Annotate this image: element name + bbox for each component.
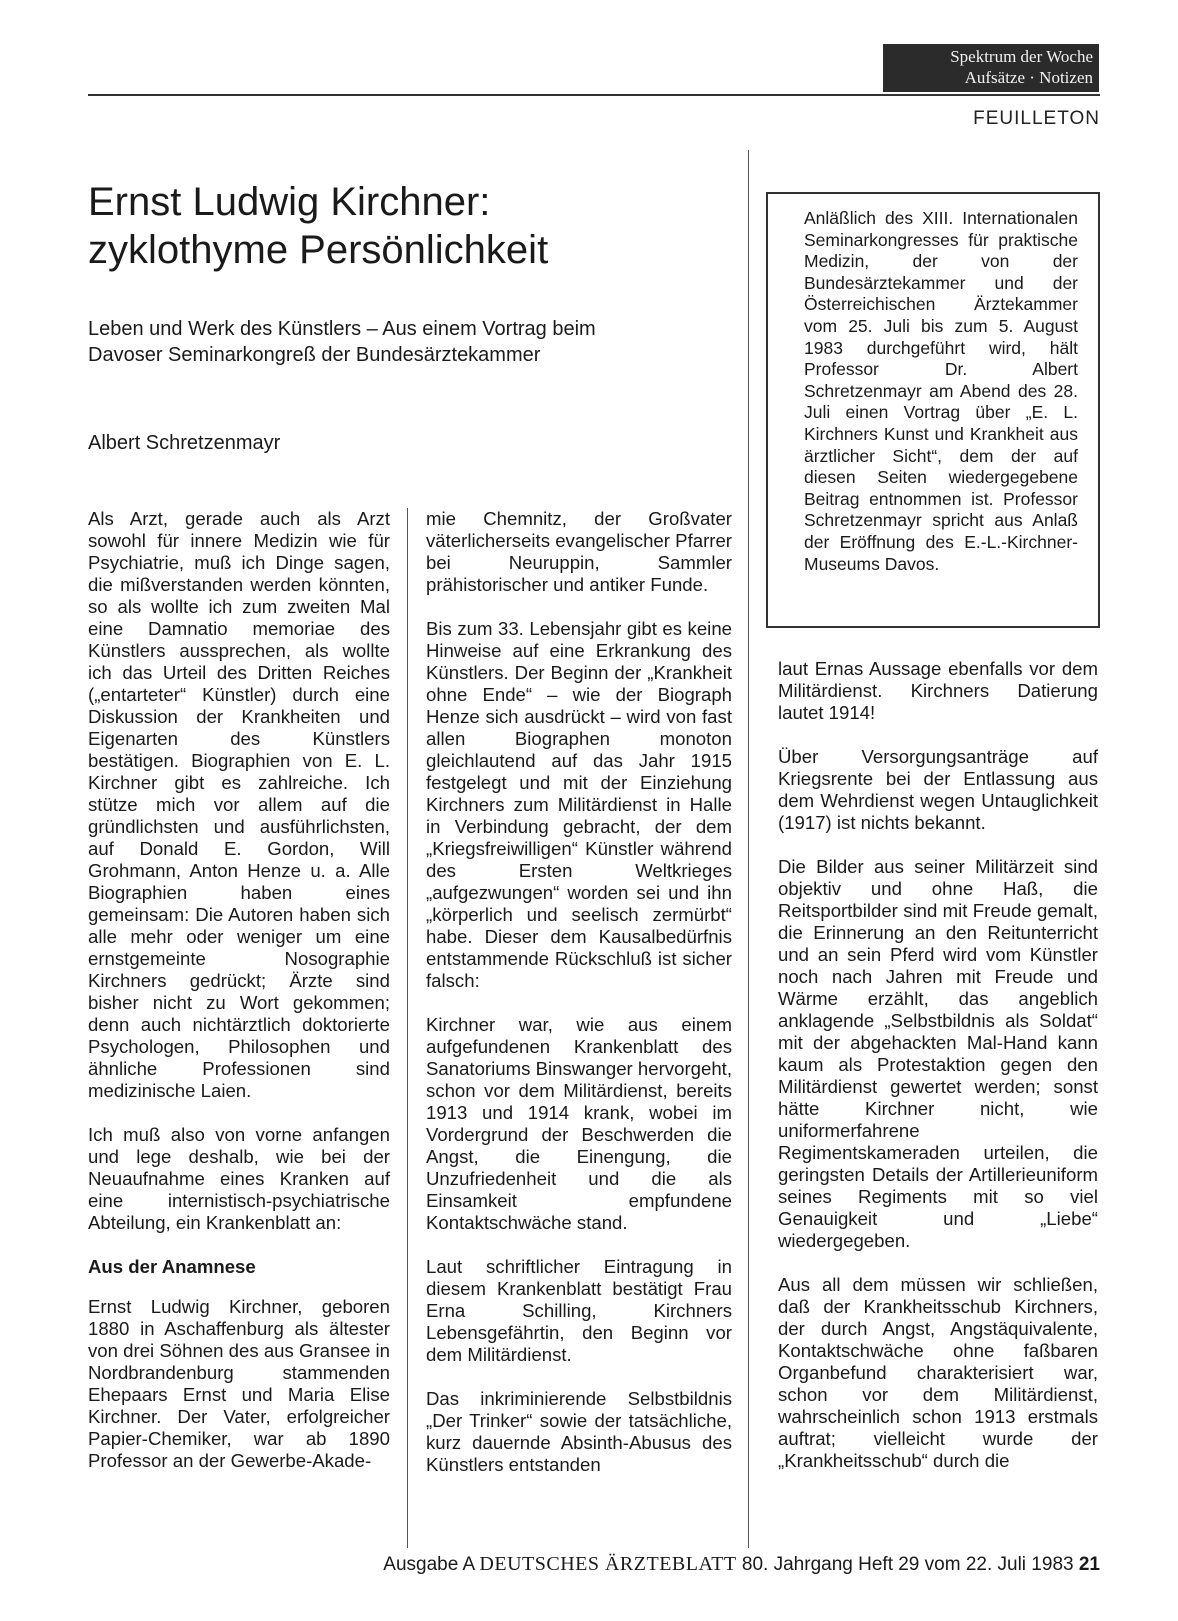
subheading: Aus der Anamnese [88, 1256, 256, 1277]
paragraph: Über Versorgungsanträge auf Kriegsrente bei der Entlassung aus dem Wehrdienst wegen Untauglichkeit (1917) ist nichts bekannt. [778, 746, 1098, 833]
page-footer [300, 1553, 1100, 1576]
paragraph: Das inkriminierende Selbstbildnis „Der Trinker“ sowie der tatsächliche, kurz dauernde Absinth-Abusus des Künstlers entstanden [426, 1388, 732, 1475]
body-column-3 [778, 658, 1098, 1494]
title-line-1: Ernst Ludwig Kirchner: [88, 180, 491, 224]
info-box [766, 192, 1100, 628]
body-column-1 [88, 508, 390, 1494]
paragraph: Als Arzt, gerade auch als Arzt sowohl für innere Medizin wie für Psychiatrie, muß ich Dinge sagen, die mißverstanden werden könnten, so als wollte ich zum zweiten Mal eine Damnatio memoriae des Künstlers aussprechen, als wollte ich das Urteil des Dritten Reiches („entarteter“ Künstler) durch eine Diskussion der Krankheiten und Eigenarten des Künstlers bestätigen. Biographien von E. L. Kirchner gibt es zahlreiche. Ich stütze mich vor allem auf die gründlichsten und ausführlichsten, auf Donald E. Gordon, Will Grohmann, Anton Henze u. a. Alle Biographien haben eines gemeinsam: Die Autoren haben sich alle mehr oder weniger um eine ernstgemeinte Nosographie Kirchners gedrückt; Ärzte sind bisher nicht zu Wort gekommen; denn auch nichtärztlich doktorierte Psychologen, Philosophen und ähnliche Professionen sind medizinische Laien. [88, 508, 390, 1101]
article-subtitle [88, 316, 748, 368]
paragraph: Kirchner war, wie aus einem aufgefundenen Krankenblatt des Sanatoriums Binswanger hervorgeht, schon vor dem Militärdienst, bereits 1913 und 1914 krank, wobei im Vordergrund der Beschwerden die Angst, die Einengung, die Unzufriedenheit und die als Einsamkeit empfundene Kontaktschwäche stand. [426, 1014, 732, 1233]
paragraph: laut Ernas Aussage ebenfalls vor dem Militärdienst. Kirchners Datierung lautet 1914! [778, 658, 1098, 723]
footer-edition: Ausgabe A [383, 1554, 475, 1575]
badge-line-1: Spektrum der Woche [950, 47, 1093, 66]
section-label: FEUILLETON [973, 108, 1100, 129]
title-line-2: zyklothyme Persönlichkeit [88, 228, 549, 272]
column-divider-right [748, 150, 749, 1548]
paragraph: Ernst Ludwig Kirchner, geboren 1880 in Aschaffenburg als ältester von drei Söhnen des aus Gransee in Nordbrandenburg stammenden Ehepaars Ernst und Maria Elise Kirchner. Der Vater, erfolgreicher Papier-Chemiker, war ab 1890 Professor an der Gewerbe-Akade- [88, 1296, 390, 1471]
article-title [88, 178, 748, 274]
footer-journal: DEUTSCHES ÄRZTEBLATT [479, 1553, 737, 1575]
column-divider-left [407, 508, 408, 1548]
subtitle-line-1: Leben und Werk des Künstlers – Aus einem Vortrag beim [88, 318, 596, 340]
paragraph: Bis zum 33. Lebensjahr gibt es keine Hinweise auf eine Erkrankung des Künstlers. Der Beginn der „Krankheit ohne Ende“ – wie der Biograph Henze sich ausdrückt – wird von fast allen Biographen monoton gleichlautend auf das Jahr 1915 festgelegt und mit der Einziehung Kirchners zum Militärdienst in Halle in Verbindung gebracht, der dem „Kriegsfreiwilligen“ Künstler während des Ersten Weltkrieges „aufgezwungen“ worden sei und ihn „körperlich und seelisch zermürbt“ habe. Dieser dem Kausalbedürfnis entstammende Rückschluß ist sicher falsch: [426, 618, 732, 991]
paragraph: Aus all dem müssen wir schließen, daß der Krankheitsschub Kirchners, der durch Angst, Angstäquivalente, Kontaktschwäche ohne faßbaren Organbefund charakterisiert war, schon vor dem Militärdienst, wahrscheinlich schon 1913 erstmals auftrat; vielleicht wurde der „Krankheitsschub“ durch die [778, 1274, 1098, 1471]
subtitle-line-2: Davoser Seminarkongreß der Bundesärztekammer [88, 344, 541, 366]
header-rule [88, 94, 1100, 96]
paragraph: Ich muß also von vorne anfangen und lege deshalb, wie bei der Neuaufnahme eines Kranken auf eine internistisch-psychiatrische Abteilung, ein Krankenblatt an: [88, 1124, 390, 1233]
paragraph: mie Chemnitz, der Großvater väterlicherseits evangelischer Pfarrer bei Neuruppin, Sammler prähistorischer und antiker Funde. [426, 508, 732, 595]
page-number: 21 [1078, 1554, 1100, 1575]
paragraph: Laut schriftlicher Eintragung in diesem Krankenblatt bestätigt Frau Erna Schilling, Kirchners Lebensgefährtin, den Beginn vor dem Militärdienst. [426, 1256, 732, 1365]
badge-line-2: Aufsätze · Notizen [964, 68, 1093, 87]
body-column-2 [426, 508, 732, 1498]
info-box-text: Anläßlich des XIII. Internationalen Seminarkongresses für praktische Medizin, der von der Bundesärztekammer und der Österreichischen Ärztekammer vom 25. Juli bis zum 5. August 1983 durchgeführt wird, hält Professor Dr. Albert Schretzenmayr am Abend des 28. Juli einen Vortrag über „E. L. Kirchners Kunst und Krankheit aus ärztlicher Sicht“, dem der auf diesen Seiten wiedergegebene Beitrag entnommen ist. Professor Schretzenmayr spricht aus Anlaß der Eröffnung des E.-L.-Kirchner-Museums Davos. [804, 208, 1078, 574]
paragraph: Die Bilder aus seiner Militärzeit sind objektiv und ohne Haß, die Reitsportbilder sind mit Freude gemalt, die Erinnerung an den Reitunterricht und an sein Pferd wird vom Künstler noch nach Jahren mit Freude und Wärme erzählt, das angeblich anklagende „Selbstbildnis als Soldat“ mit der abgehackten Mal-Hand kann kaum als Protestaktion gegen den Militärdienst gewertet werden; sonst hätte Kirchner nicht, wie uniformerfahrene Regimentskameraden urteilen, die geringsten Details der Artillerieuniform seines Regiments mit so viel Genauigkeit und „Liebe“ wiedergegeben. [778, 856, 1098, 1251]
section-badge [883, 44, 1099, 92]
article-author: Albert Schretzenmayr [88, 432, 281, 454]
footer-issue: 80. Jahrgang Heft 29 vom 22. Juli 1983 [741, 1554, 1074, 1575]
